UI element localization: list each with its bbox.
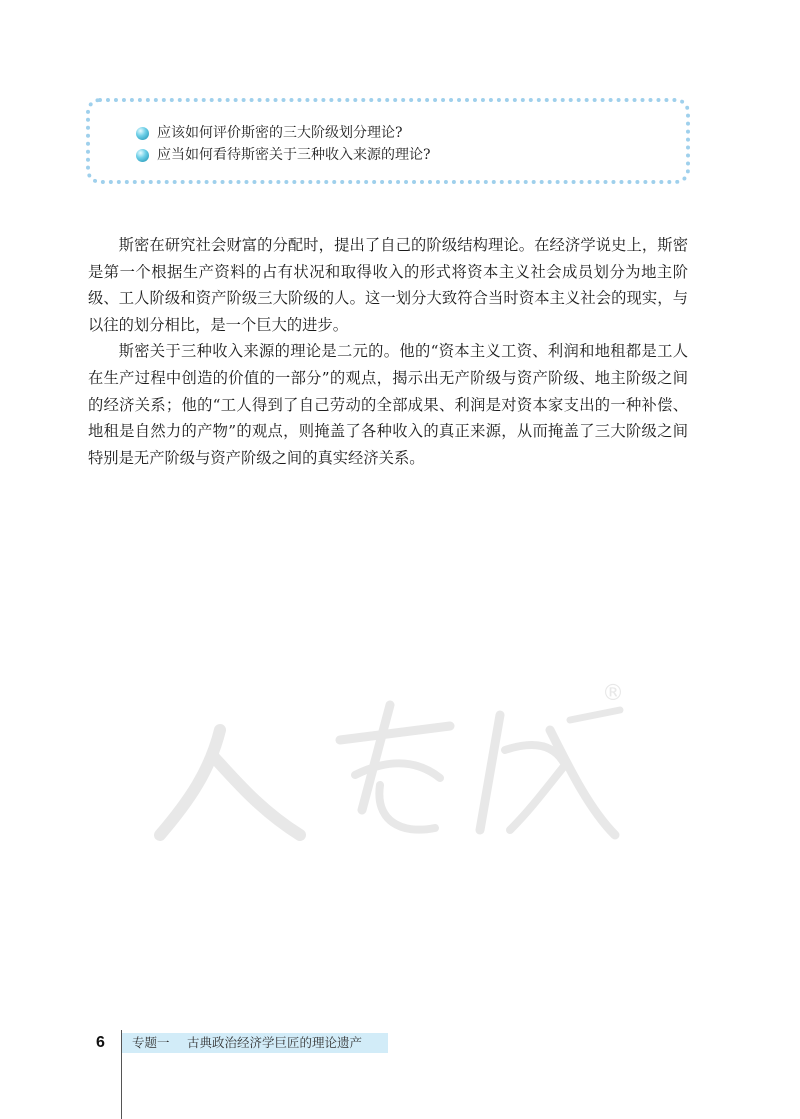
paragraph: 斯密在研究社会财富的分配时，提出了自己的阶级结构理论。在经济学说史上，斯密是第一个根据生产资料的占有状况和取得收入的形式将资本主义社会成员划分为地主阶级、工人阶级和资产阶级三大阶级的人。这一划分大致符合当时资本主义社会的现实，与以往的划分相比，是一个巨大的进步。 (88, 236, 688, 334)
question-text: 应当如何看待斯密关于三种收入来源的理论? (157, 147, 431, 163)
paragraph: 斯密关于三种收入来源的理论是二元的。他的“资本主义工资、利润和地租都是工人在生产过程中创造的价值的一部分”的观点，揭示出无产阶级与资产阶级、地主阶级之间的经济关系；他的“工人得到了自己劳动的全部成果、利润是对资本家支出的一种补偿、地租是自然力的产物”的观点，则掩盖了各种收入的真正来源，从而掩盖了三大阶级之间特别是无产阶级与资产阶级之间的真实经济关系。 (88, 342, 688, 467)
question-item (136, 123, 403, 143)
questions-box (86, 98, 690, 184)
svg-text:®: ® (602, 681, 624, 706)
chapter-title: 古典政治经济学巨匠的理论遗产 (187, 1036, 363, 1050)
question-item (136, 145, 431, 165)
bullet-icon (136, 149, 149, 162)
chapter-label: 专题一 (132, 1036, 170, 1050)
chapter-tab (122, 1033, 388, 1053)
body-text (88, 232, 688, 471)
page-number: 6 (96, 1034, 105, 1051)
publisher-watermark (150, 660, 630, 860)
bullet-icon (136, 127, 149, 140)
question-text: 应该如何评价斯密的三大阶级划分理论? (157, 125, 403, 141)
